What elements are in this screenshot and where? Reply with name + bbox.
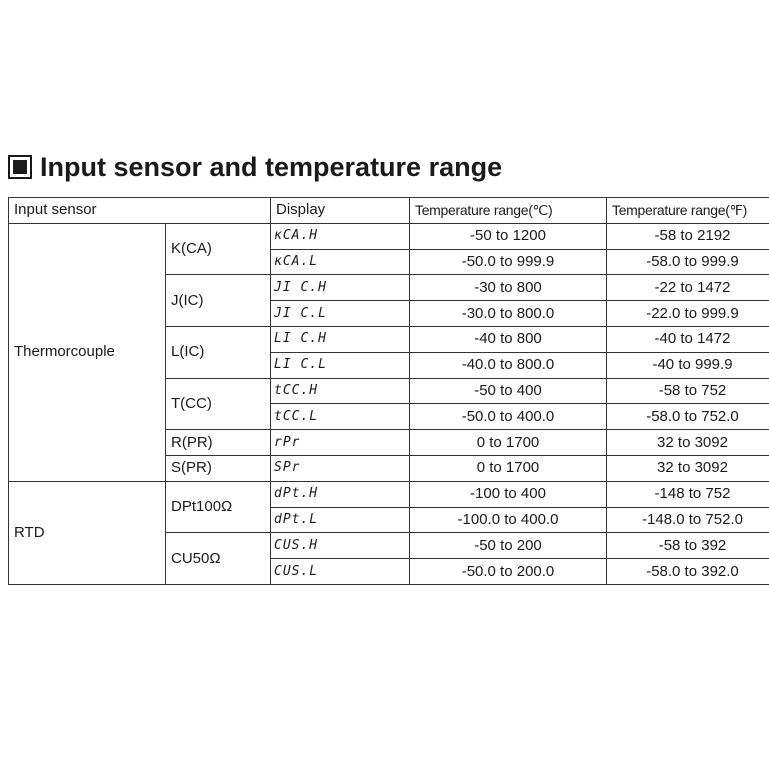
- range-fahrenheit-cell: -22.0 to 999.9: [607, 301, 769, 327]
- display-code-cell: CUS.L: [271, 559, 410, 585]
- range-fahrenheit-cell: -58.0 to 392.0: [607, 559, 769, 585]
- range-fahrenheit-cell: -148 to 752: [607, 481, 769, 507]
- range-fahrenheit-cell: -148.0 to 752.0: [607, 507, 769, 533]
- sensor-subtype-cell: S(PR): [166, 455, 271, 481]
- range-fahrenheit-cell: -58.0 to 752.0: [607, 404, 769, 430]
- sensor-subtype-cell: T(CC): [166, 378, 271, 430]
- range-fahrenheit-cell: -40 to 999.9: [607, 352, 769, 378]
- header-input-sensor: Input sensor: [9, 198, 271, 224]
- header-display: Display: [271, 198, 410, 224]
- table-header-row: [9, 198, 769, 224]
- filled-square-icon: [8, 155, 32, 179]
- range-fahrenheit-cell: -22 to 1472: [607, 275, 769, 301]
- range-celsius-cell: 0 to 1700: [410, 455, 607, 481]
- header-temperature-range-f: Temperature range(℉): [607, 198, 769, 224]
- range-fahrenheit-cell: -58 to 752: [607, 378, 769, 404]
- sensor-subtype-cell: K(CA): [166, 223, 271, 275]
- range-celsius-cell: -40.0 to 800.0: [410, 352, 607, 378]
- display-code-cell: dPt.H: [271, 481, 410, 507]
- range-celsius-cell: -30 to 800: [410, 275, 607, 301]
- sensor-subtype-cell: CU50Ω: [166, 533, 271, 585]
- range-fahrenheit-cell: -58 to 392: [607, 533, 769, 559]
- sensor-subtype-cell: J(IC): [166, 275, 271, 327]
- range-celsius-cell: -100 to 400: [410, 481, 607, 507]
- sensor-group-cell: Thermorcouple: [9, 223, 166, 481]
- range-celsius-cell: -50 to 1200: [410, 223, 607, 249]
- display-code-cell: CUS.H: [271, 533, 410, 559]
- range-celsius-cell: -50.0 to 999.9: [410, 249, 607, 275]
- section-heading: [8, 150, 502, 184]
- display-code-cell: SPr: [271, 455, 410, 481]
- range-celsius-cell: -50 to 200: [410, 533, 607, 559]
- range-celsius-cell: -40 to 800: [410, 326, 607, 352]
- display-code-cell: JI C.L: [271, 301, 410, 327]
- range-fahrenheit-cell: -58 to 2192: [607, 223, 769, 249]
- range-fahrenheit-cell: 32 to 3092: [607, 455, 769, 481]
- display-code-cell: ĸCA.L: [271, 249, 410, 275]
- sensor-subtype-cell: L(IC): [166, 326, 271, 378]
- range-celsius-cell: -30.0 to 800.0: [410, 301, 607, 327]
- range-fahrenheit-cell: -58.0 to 999.9: [607, 249, 769, 275]
- display-code-cell: LI C.L: [271, 352, 410, 378]
- range-celsius-cell: -50.0 to 400.0: [410, 404, 607, 430]
- sensor-subtype-cell: DPt100Ω: [166, 481, 271, 533]
- range-fahrenheit-cell: 32 to 3092: [607, 430, 769, 456]
- table-row: [9, 223, 769, 249]
- display-code-cell: JI C.H: [271, 275, 410, 301]
- sensor-range-table: [8, 197, 769, 585]
- range-fahrenheit-cell: -40 to 1472: [607, 326, 769, 352]
- header-temperature-range-c: Temperature range(℃): [410, 198, 607, 224]
- display-code-cell: tCC.L: [271, 404, 410, 430]
- range-celsius-cell: 0 to 1700: [410, 430, 607, 456]
- range-celsius-cell: -50.0 to 200.0: [410, 559, 607, 585]
- display-code-cell: ĸCA.H: [271, 223, 410, 249]
- display-code-cell: rPr: [271, 430, 410, 456]
- sensor-group-cell: RTD: [9, 481, 166, 584]
- table-row: [9, 481, 769, 507]
- sensor-range-table-container: [8, 197, 769, 585]
- display-code-cell: tCC.H: [271, 378, 410, 404]
- display-code-cell: dPt.L: [271, 507, 410, 533]
- heading-title: Input sensor and temperature range: [40, 151, 503, 182]
- range-celsius-cell: -50 to 400: [410, 378, 607, 404]
- range-celsius-cell: -100.0 to 400.0: [410, 507, 607, 533]
- sensor-subtype-cell: R(PR): [166, 430, 271, 456]
- display-code-cell: LI C.H: [271, 326, 410, 352]
